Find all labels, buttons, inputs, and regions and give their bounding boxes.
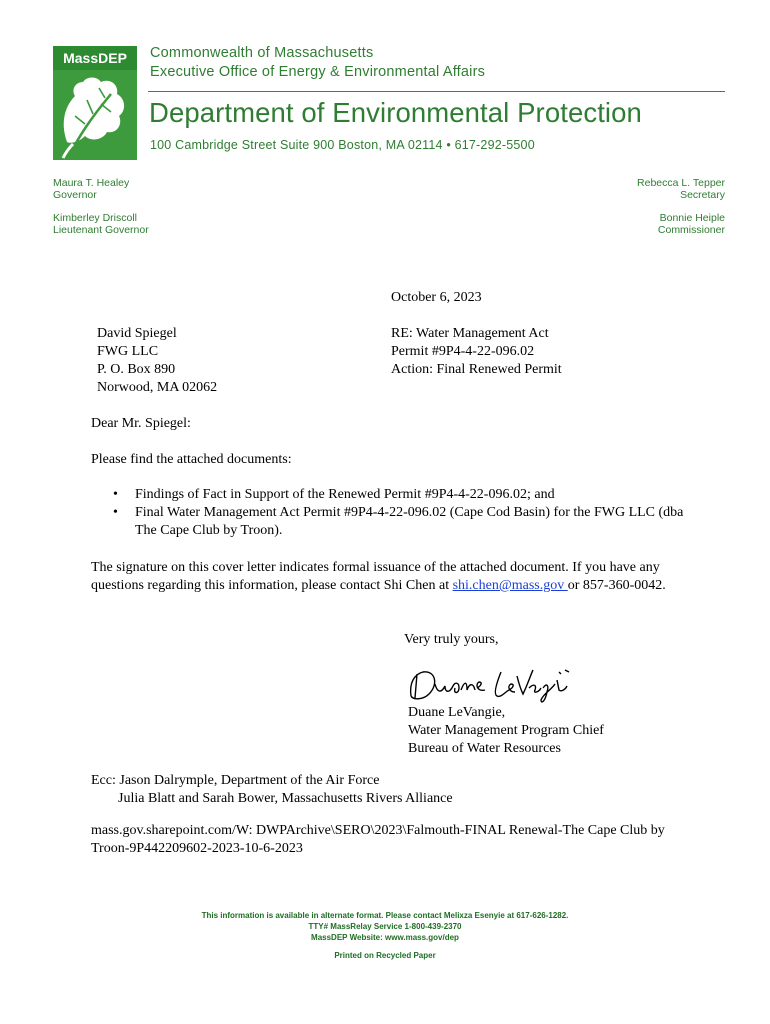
official-title: Commissioner	[657, 224, 725, 236]
recipient-line: FWG LLC	[97, 344, 159, 359]
secretary-block	[637, 177, 725, 201]
footer-notice	[0, 910, 770, 943]
recipient-line: P. O. Box 890	[97, 362, 176, 377]
signature-icon	[405, 662, 575, 706]
header-divider	[148, 91, 725, 92]
re-line: Permit #9P4-4-22-096.02	[391, 344, 535, 359]
official-name: Rebecca L. Tepper	[637, 177, 725, 189]
closing: Very truly yours,	[404, 632, 499, 647]
lt-governor-block	[53, 212, 149, 236]
official-name: Kimberley Driscoll	[53, 212, 138, 224]
governor-block	[53, 177, 129, 201]
department-title: Department of Environmental Protection	[149, 97, 642, 128]
department-address: 100 Cambridge Street Suite 900 Boston, MA 02114 • 617-292-5500	[150, 138, 535, 152]
letter-date: October 6, 2023	[391, 290, 482, 305]
re-block	[391, 325, 562, 379]
attachment-list	[109, 486, 689, 540]
ecc-block	[91, 772, 453, 808]
massdep-logo	[53, 46, 137, 160]
salutation: Dear Mr. Spiegel:	[91, 416, 191, 431]
intro-line: Please find the attached documents:	[91, 452, 292, 467]
official-title: Secretary	[680, 189, 725, 201]
ecc-line: Ecc: Jason Dalrymple, Department of the Air Force	[91, 773, 380, 788]
attachment-item: • Final Water Management Act Permit #9P4-4-22-096.02 (Cape Cod Basin) for the FWG LLC (dba The Cape Club by Troon).	[109, 504, 689, 540]
official-name: Maura T. Healey	[53, 177, 130, 189]
body-text-end: or 857-360-0042.	[567, 578, 666, 593]
signer-line: Water Management Program Chief	[408, 723, 604, 738]
footer-line: TTY# MassRelay Service 1-800-439-2370	[308, 922, 462, 931]
signer-block	[408, 704, 604, 758]
official-title: Lieutenant Governor	[53, 224, 149, 236]
org-line-1: Commonwealth of Massachusetts	[150, 45, 374, 61]
commissioner-block	[658, 212, 725, 236]
official-title: Governor	[53, 189, 97, 201]
attachment-item: • Findings of Fact in Support of the Renewed Permit #9P4-4-22-096.02; and	[109, 486, 689, 504]
email-link[interactable]: shi.chen@mass.gov	[452, 578, 568, 593]
logo-text: MassDEP	[63, 50, 127, 66]
footer-line: This information is available in alternate format. Please contact Melixza Esenyie at 617-626-1282.	[201, 911, 569, 920]
re-line: RE: Water Management Act	[391, 326, 549, 341]
file-path: mass.gov.sharepoint.com/W: DWPArchive\SERO\2023\Falmouth-FINAL Renewal-The Cape Club by Troon-9P442209602-2023-10-6-2023	[91, 823, 665, 856]
re-line: Action: Final Renewed Permit	[391, 362, 562, 377]
recipient-line: Norwood, MA 02062	[97, 380, 218, 395]
signer-line: Duane LeVangie,	[408, 705, 506, 720]
body-text: The signature on this cover letter indicates formal issuance of the attached document. If you have any questions regarding this information, please contact Shi Chen at	[91, 560, 660, 593]
signature	[405, 662, 575, 706]
body-paragraph	[91, 559, 681, 595]
signer-line: Bureau of Water Resources	[408, 741, 561, 756]
org-line-2: Executive Office of Energy & Environmental Affairs	[150, 64, 486, 80]
ecc-line: Julia Blatt and Sarah Bower, Massachusetts Rivers Alliance	[118, 791, 453, 806]
recipient-line: David Spiegel	[97, 326, 177, 341]
official-name: Bonnie Heiple	[659, 212, 725, 224]
recycled-paper-note: Printed on Recycled Paper	[334, 951, 436, 960]
footer-line: MassDEP Website: www.mass.gov/dep	[311, 933, 459, 942]
oak-leaf-logo-icon	[53, 46, 137, 160]
recipient-address	[97, 325, 217, 397]
